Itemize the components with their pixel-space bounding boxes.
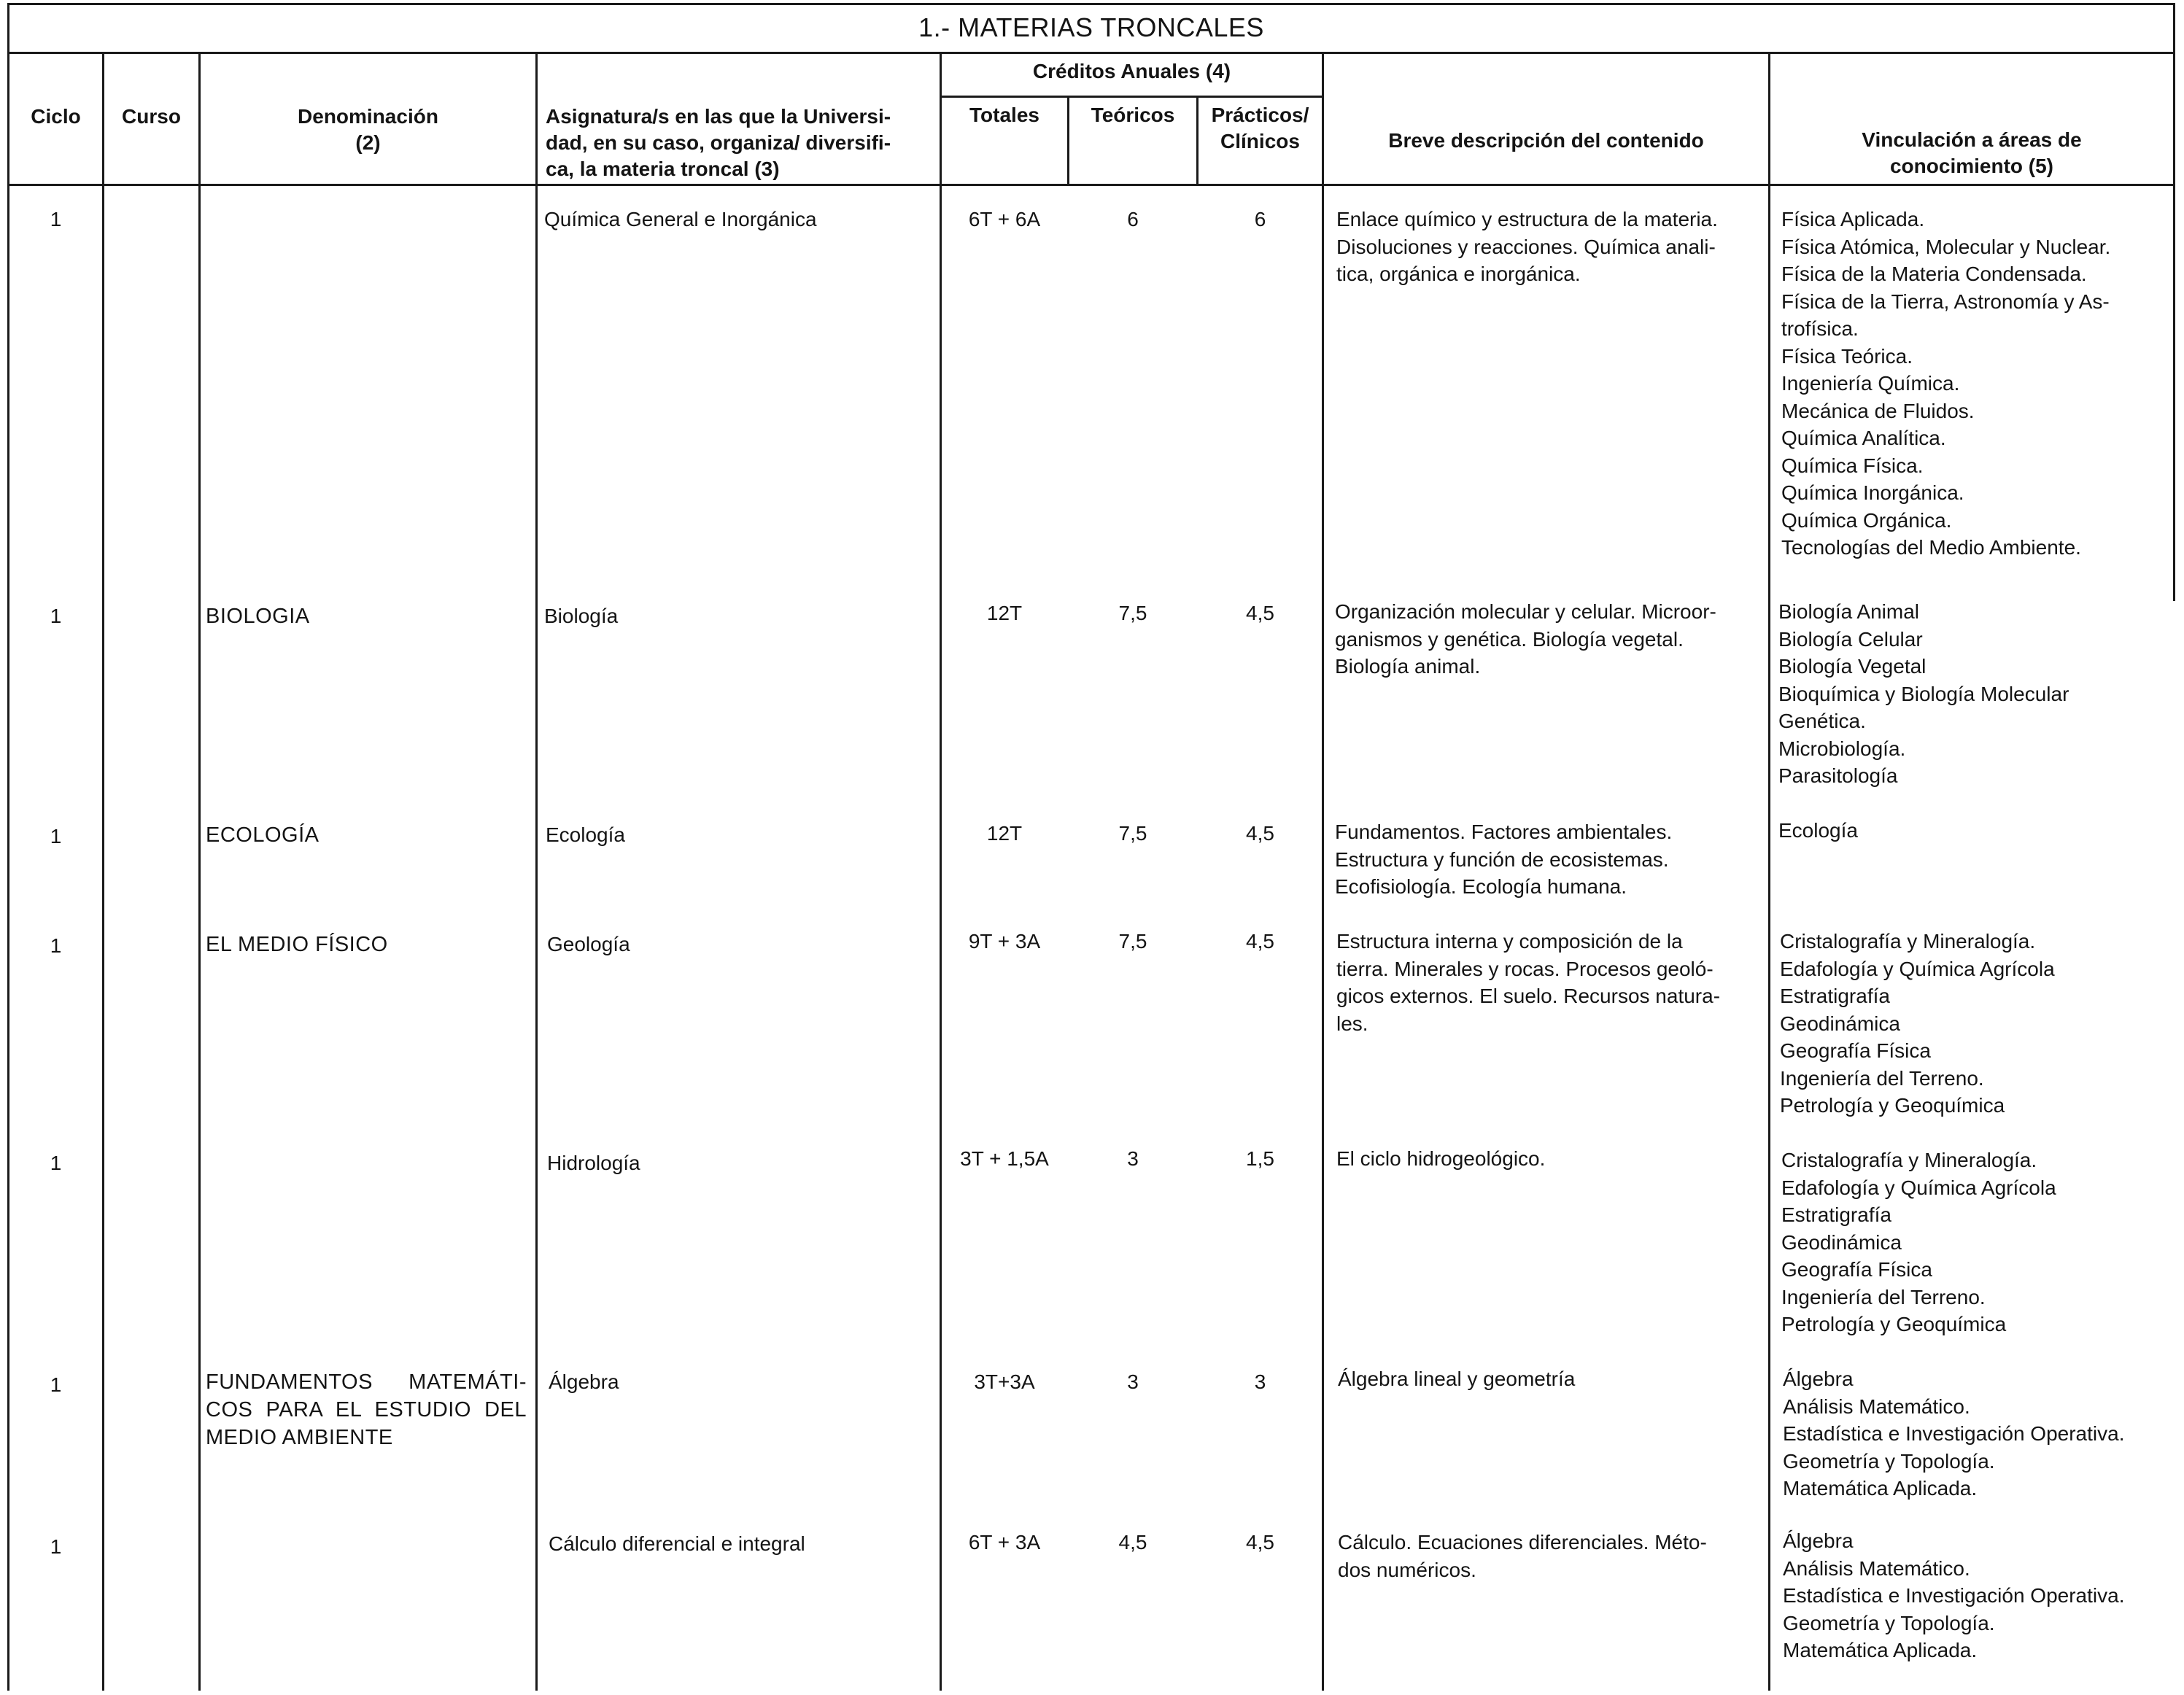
row-areas: Cristalografía y Mineralogía. Edafología y Química Agrícola Estratigrafía Geodinámica Geografía Física Ingeniería del Terreno. Petrología y Geoquímica (1781, 1149, 2056, 1335)
row-totales: 6T + 6A (968, 208, 1041, 230)
row-teoricos: 6 (1127, 208, 1139, 230)
row-denominacion: ECOLOGÍA (206, 823, 320, 847)
grid-line (198, 54, 201, 1691)
header-curso: Curso (122, 105, 181, 128)
title-box (7, 3, 2175, 54)
row-practicos: 6 (1254, 208, 1266, 230)
row-practicos: 4,5 (1246, 822, 1274, 845)
grid-line (940, 54, 942, 1691)
row-descripcion: Álgebra lineal y geometría (1338, 1368, 1576, 1390)
row-teoricos: 7,5 (1118, 822, 1147, 845)
row-ciclo: 1 (50, 605, 62, 627)
row-descripcion: Cálculo. Ecuaciones diferenciales. Méto- dos numéricos. (1338, 1531, 1707, 1581)
row-asignatura: Hidrología (547, 1152, 640, 1174)
row-ciclo: 1 (50, 825, 62, 848)
row-areas: Física Aplicada. Física Atómica, Molecular y Nuclear. Física de la Materia Condensada. Física de la Tierra, Astronomía y As- trofísica. Física Teórica. Ingeniería Química. Mecánica de Fluidos. Química Analítica. Química Física. Química Inorgánica. Química Orgánica. Tecnologías del Medio Ambiente. (1781, 208, 2111, 559)
row-descripcion: Fundamentos. Factores ambientales. Estructura y función de ecosistemas. Ecofisiología. Ecología humana. (1335, 821, 1673, 898)
row-ciclo: 1 (50, 1373, 62, 1396)
header-teoricos: Teóricos (1091, 104, 1175, 126)
page-title: 1.- MATERIAS TRONCALES (918, 12, 1264, 42)
row-totales: 12T (986, 602, 1023, 624)
header-asignatura: Asignatura/s en las que la Universi- dad, en su caso, organiza/ diversifi- ca, la materia troncal (3) (546, 105, 891, 180)
row-descripcion: Enlace químico y estructura de la materia. Disoluciones y reacciones. Química anali- tica, orgánica e inorgánica. (1336, 208, 1718, 285)
row-ciclo: 1 (50, 1535, 62, 1558)
row-asignatura: Cálculo diferencial e integral (549, 1532, 805, 1555)
row-denominacion: BIOLOGIA (206, 605, 310, 628)
header-descripcion: Breve descripción del contenido (1388, 129, 1704, 152)
row-ciclo: 1 (50, 934, 62, 957)
grid-line (1768, 54, 1770, 1691)
row-denominacion: FUNDAMENTOS MATEMÁTI- COS PARA EL ESTUDIO DEL MEDIO AMBIENTE (206, 1370, 527, 1449)
row-teoricos: 4,5 (1118, 1531, 1147, 1554)
row-ciclo: 1 (50, 208, 62, 230)
row-teoricos: 7,5 (1118, 602, 1147, 624)
row-teoricos: 7,5 (1118, 930, 1147, 953)
grid-line (535, 54, 538, 1691)
row-asignatura: Química General e Inorgánica (544, 208, 817, 230)
header-vinculacion: Vinculación a áreas de conocimiento (5) (1862, 128, 2082, 177)
row-areas: Cristalografía y Mineralogía. Edafología y Química Agrícola Estratigrafía Geodinámica Geografía Física Ingeniería del Terreno. Petrología y Geoquímica (1780, 930, 2055, 1117)
row-descripcion: El ciclo hidrogeológico. (1336, 1147, 1546, 1170)
row-totales: 9T + 3A (968, 930, 1041, 953)
row-practicos: 4,5 (1246, 930, 1274, 953)
row-practicos: 4,5 (1246, 1531, 1274, 1554)
row-totales: 3T+3A (974, 1370, 1035, 1393)
grid-line (7, 54, 9, 1691)
row-areas: Biología Animal Biología Celular Biología Vegetal Bioquímica y Biología Molecular Genética. Microbiología. Parasitología (1778, 600, 2069, 787)
row-asignatura: Biología (544, 605, 619, 627)
row-teoricos: 3 (1127, 1370, 1139, 1393)
grid-line (102, 54, 104, 1691)
row-totales: 12T (986, 822, 1023, 845)
header-totales: Totales (969, 104, 1039, 126)
row-descripcion: Estructura interna y composición de la tierra. Minerales y rocas. Procesos geoló- gicos externos. El suelo. Recursos natura- les. (1336, 930, 1721, 1035)
row-areas: Ecología (1778, 819, 1858, 842)
row-areas: Álgebra Análisis Matemático. Estadística e Investigación Operativa. Geometría y Topología. Matemática Aplicada. (1783, 1529, 2125, 1661)
row-practicos: 4,5 (1246, 602, 1274, 624)
grid-line (1322, 54, 1324, 1691)
row-practicos: 1,5 (1246, 1147, 1274, 1170)
header-practicos: Prácticos/ Clínicos (1211, 104, 1309, 152)
row-areas: Álgebra Análisis Matemático. Estadística e Investigación Operativa. Geometría y Topología. Matemática Aplicada. (1783, 1368, 2125, 1500)
row-asignatura: Álgebra (549, 1370, 619, 1393)
header-creditos-anuales: Créditos Anuales (4) (1032, 60, 1231, 82)
row-teoricos: 3 (1127, 1147, 1139, 1170)
row-asignatura: Ecología (546, 823, 625, 846)
grid-line (940, 96, 1324, 98)
grid-line (7, 184, 2175, 186)
header-ciclo: Ciclo (31, 105, 81, 128)
row-ciclo: 1 (50, 1152, 62, 1174)
row-totales: 6T + 3A (968, 1531, 1041, 1554)
grid-line (2173, 54, 2175, 601)
header-denominacion: Denominación (2) (298, 105, 438, 154)
row-totales: 3T + 1,5A (960, 1147, 1049, 1170)
row-practicos: 3 (1254, 1370, 1266, 1393)
row-asignatura: Geología (547, 933, 630, 955)
row-descripcion: Organización molecular y celular. Microor- ganismos y genética. Biología vegetal. Biología animal. (1335, 600, 1716, 678)
row-denominacion: EL MEDIO FÍSICO (206, 933, 388, 956)
